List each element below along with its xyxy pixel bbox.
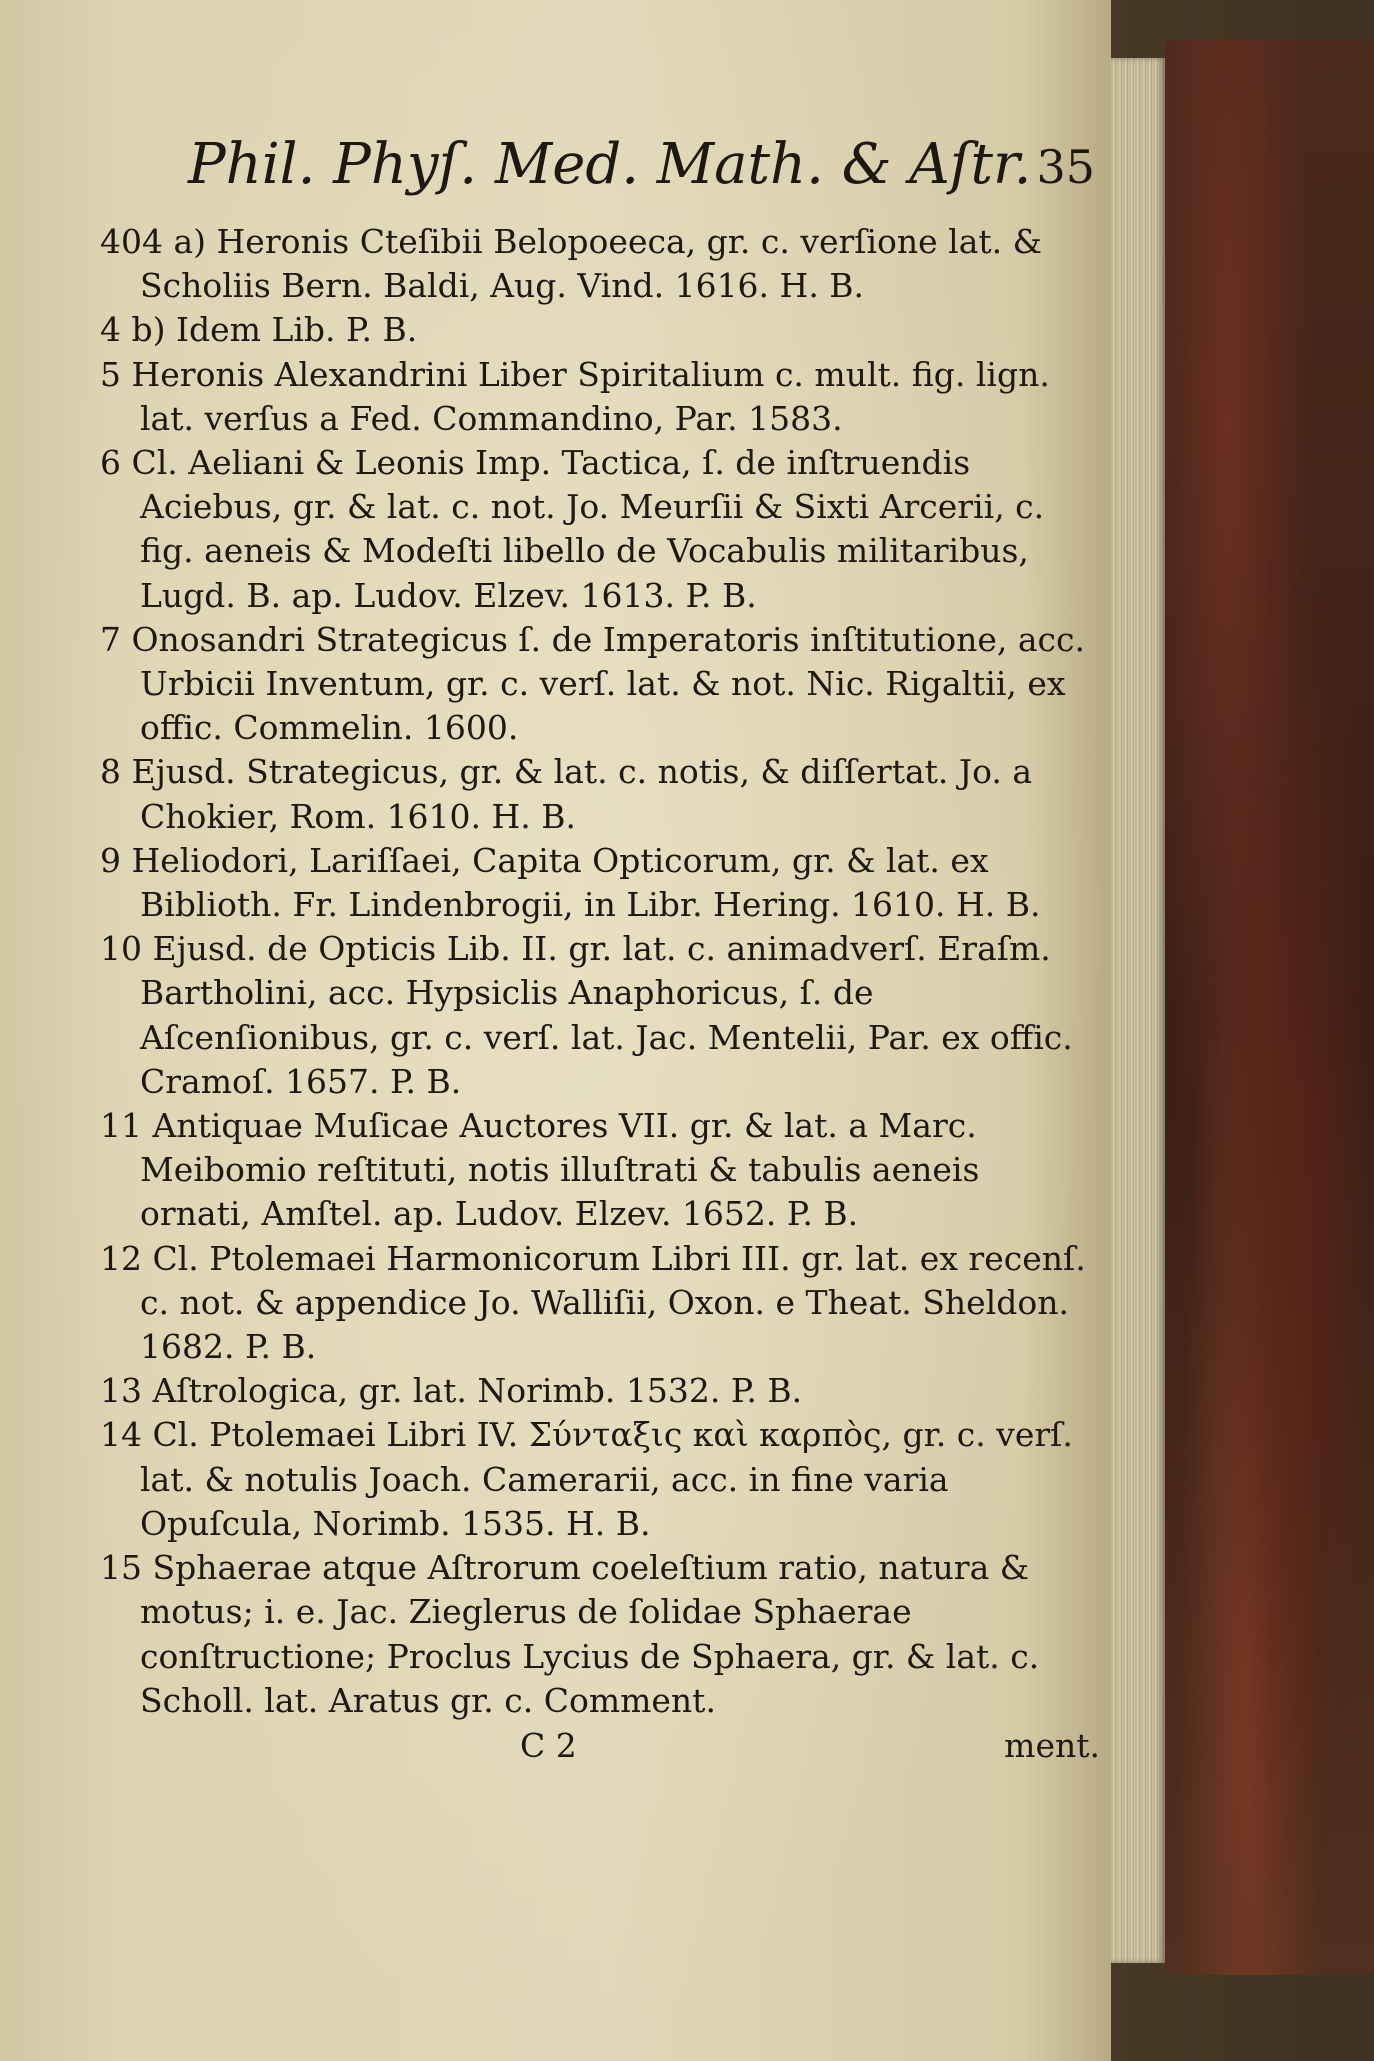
catalogue-entry: 5 Heronis Alexandrini Liber Spiritalium c. mult. fig. lign. lat. verſus a Fed. Commandino, Par. 1583. — [100, 354, 1050, 438]
catalogue-entry: 8 Ejusd. Strategicus, gr. & lat. c. notis, & diſſertat. Jo. a Chokier, Rom. 1610. H. B. — [100, 752, 1033, 836]
catchword: ment. — [1004, 1725, 1100, 1765]
catalogue-entry: 9 Heliodori, Lariſſaei, Capita Opticorum, gr. & lat. ex Biblioth. Fr. Lindenbrogii, in Libr. Hering. 1610. H. B. — [100, 840, 1041, 925]
book-cover — [1165, 40, 1374, 1975]
catalogue-entry: 404 a) Heronis Cteſibii Belopoeeca, gr. c. verſione lat. & Scholiis Bern. Baldi, Aug. Vind. 1616. H. B. — [100, 222, 1043, 306]
catalogue-entry: 11 Antiquae Muſicae Auctores VII. gr. & lat. a Marc. Meibomio reſtituti, notis illuſtrati & tabulis aeneis ornati, Amſtel. ap. Ludov. Elzev. 1652. P. B. — [100, 1106, 980, 1234]
page-edges — [1110, 58, 1165, 1963]
catalogue-entry: 6 Cl. Aeliani & Leonis Imp. Tactica, ſ. de inſtruendis Aciebus, gr. & lat. c. not. Jo. Meurſii & Sixti Arcerii, c. fig. aeneis & Modeſti libello de Vocabulis militaribus, Lugd. B. ap. Ludov. Elzev. 1613. P. B. — [100, 443, 1045, 615]
catalogue-entry: 7 Onosandri Strategicus ſ. de Imperatoris inſtitutione, acc. Urbicii Inventum, gr. c. verſ. lat. & not. Nic. Rigaltii, ex offic. Commelin. 1600. — [100, 619, 1085, 748]
catalogue-entry: 13 Aſtrologica, gr. lat. Norimb. 1532. P. B. — [100, 1371, 803, 1411]
page-number: 35 — [1036, 140, 1095, 194]
page-footer — [100, 1723, 1100, 1769]
catalogue-entries — [100, 220, 1100, 1723]
signature-mark: C 2 — [520, 1725, 577, 1765]
catalogue-entry: 12 Cl. Ptolemaei Harmonicorum Libri III. gr. lat. ex recenſ. c. not. & appendice Jo. Walliſii, Oxon. e Theat. Sheldon. 1682. P. B. — [100, 1238, 1086, 1367]
catalogue-entry: 4 b) Idem Lib. P. B. — [100, 310, 418, 350]
page-text — [100, 120, 1100, 1769]
running-head: Phil. Phyſ. Med. Math. & Aſtr. — [188, 132, 1032, 197]
catalogue-entry: 10 Ejusd. de Opticis Lib. II. gr. lat. c. animadverſ. Eraſm. Bartholini, acc. Hypsiclis Anaphoricus, ſ. de Aſcenſionibus, gr. c. verſ. lat. Jac. Mentelii, Par. ex offic. Cramoſ. 1657. P. B. — [100, 929, 1073, 1101]
catalogue-entry: 14 Cl. Ptolemaei Libri IV. Σύνταξις καὶ καρπὸς, gr. c. verſ. lat. & notulis Joach. Camerarii, acc. in fine varia Opuſcula, Norimb. 1535. H. B. — [100, 1415, 1073, 1543]
catalogue-entry: 15 Sphaerae atque Aſtrorum coeleſtium ratio, natura & motus; i. e. Jac. Zieglerus de ſolidae Sphaerae conſtructione; Proclus Lycius de Sphaera, gr. & lat. c. Scholl. lat. Aratus gr. c. Comment. — [100, 1548, 1040, 1720]
page-header — [100, 120, 1100, 210]
